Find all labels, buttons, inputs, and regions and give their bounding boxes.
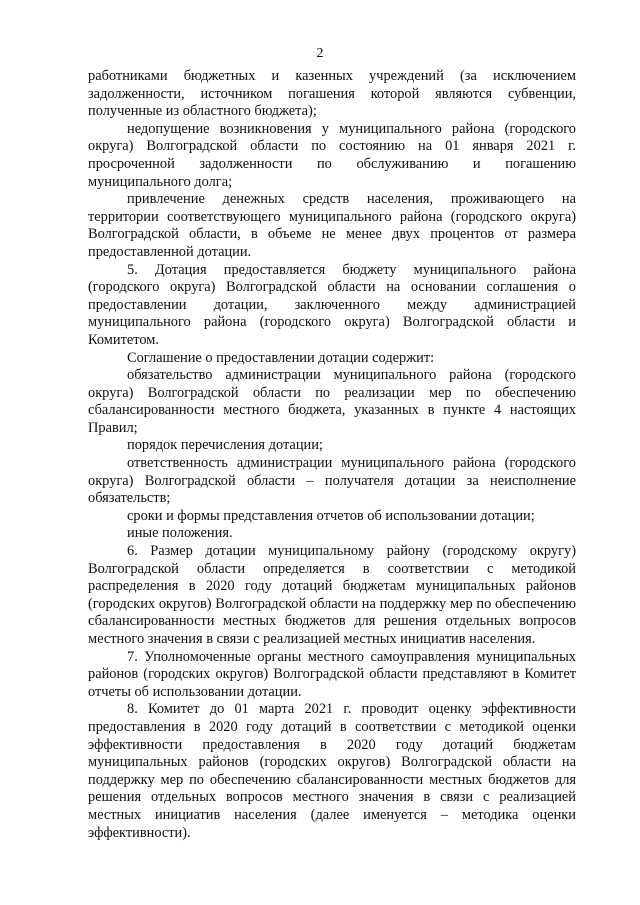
paragraph: сроки и формы представления отчетов об использовании дотации;	[127, 507, 535, 524]
paragraph: недопущение возникновения у муниципального района (городского округа) Волгоградской области по состоянию на 01 января 2021 г. просроченной задолженности по обслуживанию и погашению муниципального долга;	[88, 120, 576, 190]
paragraph: порядок перечисления дотации;	[127, 437, 323, 454]
paragraph: иные положения.	[127, 525, 233, 542]
paragraph: 7. Уполномоченные органы местного самоуправления муниципальных районов (городских округов) Волгоградской области представляют в Комитет отчеты об использовании дотации.	[88, 648, 576, 700]
paragraph: 8. Комитет до 01 марта 2021 г. проводит оценку эффективности предоставления в 2020 году дотаций в соответствии с методикой оценки эффективности предоставления в 2020 году дотаций бюджетам муниципальных районов (городских округов) Волгоградской области на поддержку мер по обеспечению сбалансированности местных бюджетов для решения отдельных вопросов местного значения в связи с реализацией местных инициатив населения (далее именуется – методика оценки эффективности).	[88, 701, 576, 841]
paragraph: 6. Размер дотации муниципальному району (городскому округу) Волгоградской области определяется в соответствии с методикой распределения в 2020 году дотаций бюджетам муниципальных районов (городских округов) Волгоградской области на поддержку мер по обеспечению сбалансированности местных бюджетов для решения отдельных вопросов местного значения в связи с реализацией местных инициатив населения.	[88, 543, 576, 647]
paragraph: 5. Дотация предоставляется бюджету муниципального района (городского округа) Волгоградской области на основании соглашения о предоставлении дотации, заключенного между администрацией муниципального района (городского округа) Волгоградской области и Комитетом.	[88, 261, 576, 348]
paragraph: привлечение денежных средств населения, проживающего на территории соответствующего муниципального района (городского округа) Волгоградской области, в объеме не менее двух процентов от размера предоставленной дотации.	[88, 191, 576, 260]
paragraph: обязательство администрации муниципального района (городского округа) Волгоградской области по реализации мер по обеспечению сбалансированности местного бюджета, указанных в пункте 4 настоящих Правил;	[88, 367, 576, 436]
document-body	[88, 68, 576, 842]
paragraph: ответственность администрации муниципального района (городского округа) Волгоградской области – получателя дотации за неисполнение обязательств;	[88, 455, 576, 507]
paragraph: работниками бюджетных и казенных учреждений (за исключением задолженности, источником погашения которой являются субвенции, полученные из областного бюджета);	[88, 68, 576, 120]
page-number: 2	[316, 46, 324, 61]
paragraph: Соглашение о предоставлении дотации содержит:	[127, 349, 435, 366]
